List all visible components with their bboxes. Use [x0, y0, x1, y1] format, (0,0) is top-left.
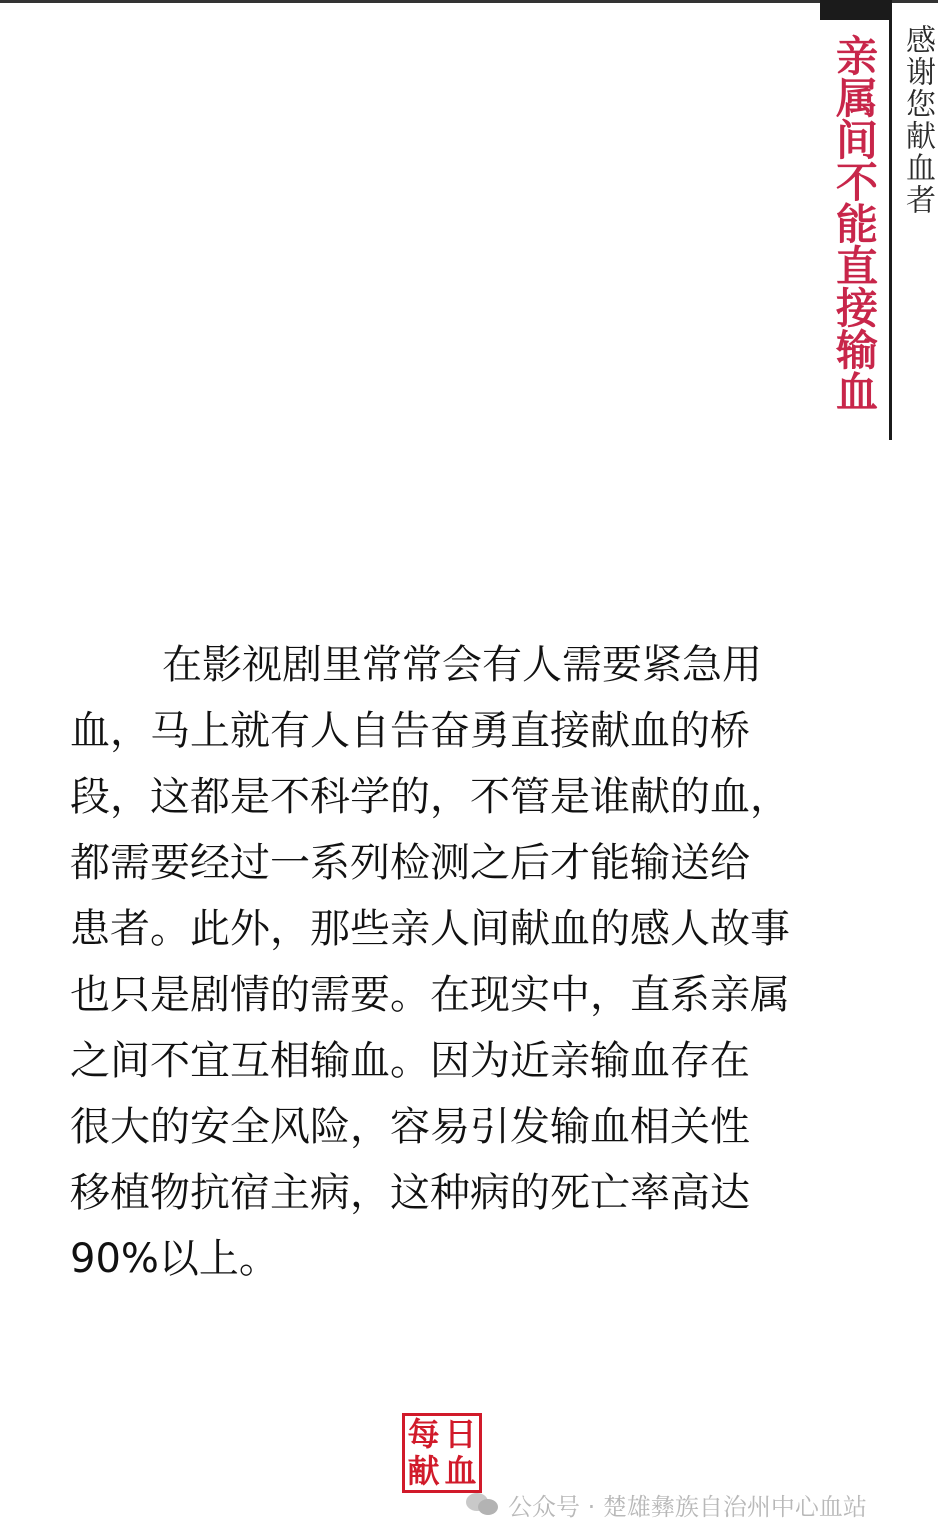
daily-donation-seal [402, 1413, 482, 1493]
body-line: 之间不宜互相输血。因为近亲输血存在 [70, 1038, 750, 1084]
body-line: 90%以上。 [70, 1236, 279, 1282]
seal-char: 血 [444, 1452, 477, 1490]
body-line: 移植物抗宿主病，这种病的死亡率高达 [70, 1170, 750, 1216]
body-line: 也只是剧情的需要。在现实中，直系亲属 [70, 972, 790, 1018]
body-line: 都需要经过一系列检测之后才能输送给 [70, 840, 750, 886]
slogan-vertical: 感谢您献血者 [900, 24, 935, 216]
body-line: 患者。此外，那些亲人间献血的感人故事 [70, 906, 790, 952]
seal-char: 日 [444, 1415, 477, 1453]
corner-block [820, 0, 892, 20]
top-rule [0, 0, 938, 3]
body-line: 血，马上就有人自告奋勇直接献血的桥 [70, 708, 750, 754]
body-line: 很大的安全风险，容易引发输血相关性 [70, 1104, 750, 1150]
seal-char: 献 [407, 1452, 440, 1490]
article-title: 亲属间不能直接输血 [830, 34, 879, 412]
seal-char: 每 [407, 1415, 440, 1453]
side-divider [889, 0, 892, 440]
wechat-watermark [466, 1486, 867, 1522]
article-body [70, 632, 810, 1292]
body-line: 段，这都是不科学的，不管是谁献的血， [70, 774, 790, 820]
body-line: 在影视剧里常常会有人需要紧急用 [162, 642, 762, 688]
wechat-icon [466, 1491, 500, 1517]
watermark-text: 公众号 · 楚雄彝族自治州中心血站 [508, 1492, 867, 1521]
